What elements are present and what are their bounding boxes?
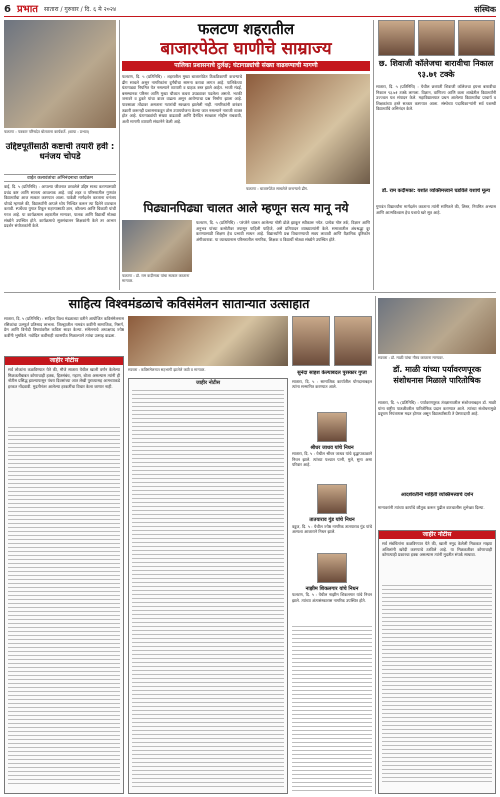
poet-portrait xyxy=(334,316,372,366)
award-photo xyxy=(378,298,496,354)
newspaper-logo: प्रभात xyxy=(16,3,38,15)
garbage-photo xyxy=(246,74,370,184)
photo-caption-left: फलटण : पत्रकार परिषदेत बोलताना कार्यकर्ते. (छाया : प्रभात) xyxy=(4,129,90,134)
right-mid-sub-title: आदर्शवतीनी माहिती व्यक्तिमत्त्वाचे दर्शन xyxy=(400,492,474,498)
obituary-portrait xyxy=(317,484,347,514)
public-notice-center xyxy=(128,378,288,794)
main-body: फलटण, दि. ५ (प्रतिनिधि) : शहरातील मुख्य बाजारपेठेत ठिकठिकाणी कचऱ्याचे ढीग साचले असून नागरिकांना दुर्गंधीचा सामना करावा लागत आहे. पालिकेच्या घंटागाड्या नियमित येत नसल्याने व्यापारी व ग्राहक त्रस्त झाले आहेत. भाजी मंडई, बसस्थानक परिसर आणि मुख्य चौकात कचरा उघड्यावर पडलेला असतो. भटकी जनावरे व डुकरे यांचा वावर वाढला असून आरोग्याचा प्रश्न निर्माण झाला आहे. पावसाळा तोंडावर असताना गटारांची स्वच्छता झालेली नाही. नागरिकांनी वारंवार तक्रारी करूनही प्रशासनाकडून ठोस उपाययोजना केल्या जात नसल्याने नाराजी व्यक्त होत आहे. घंटागाड्यांची संख्या वाढवावी आणि दैनंदिन स्वच्छता मोहीम राबवावी, अशी मागणी व्यापारी संघटनेने केली आहे. xyxy=(122,74,242,124)
article-left-body: वाई, दि. ५ (प्रतिनिधि) : आपल्या जीवनात ठरवलेले उद्दिष्ट साध्य करण्यासाठी प्रचंड कष्ट आणि सातत्य आवश्यक आहे. वाई शहर व परिसरातील गुणवंत विद्यार्थ्यांचा आज सत्कार करण्यात आला. यावेळी मार्गदर्शन करताना धनंजय चोपडे म्हणाले की, विद्यार्थ्यांनी आपले ध्येय निश्चित करून त्या दिशेने वाटचाल करावी. स्पर्धेच्या युगात टिकून राहण्यासाठी ज्ञान, कौशल्य आणि चिकाटी यांची गरज आहे. या कार्यक्रमास शहरातील मान्यवर, पालक आणि विद्यार्थी मोठ्या संख्येने उपस्थित होते. कार्यक्रमाचे सूत्रसंचालन शिक्षकांनी केले तर आभार प्रदर्शन संयोजकांनी केले. xyxy=(4,184,116,229)
obituary-portrait xyxy=(317,553,347,583)
column-divider xyxy=(375,296,376,794)
page-number: 6 xyxy=(4,3,11,15)
right-mid-photo-caption: सातारा : डॉ. माळी यांचा गौरव करताना मान्यवर. xyxy=(378,355,444,360)
public-notice-right xyxy=(378,530,496,794)
headline-left: उद्दिष्टपूर्तीसाठी कष्टाची तयारी हवी : धनंजय चोपडे xyxy=(5,142,115,162)
right-sub-headline: डॉ. राम कदीमका: यशांत व्यक्तिमत्त्वाने घडविले यशाचे मूल्य xyxy=(382,188,490,194)
news-body: वडूज, दि. ५ : येथील ज्येष्ठ नागरिक तातयाराव गुंड यांचे अल्पशा आजाराने निधन झाले. xyxy=(292,523,372,535)
news-body: फलटण, दि. ५ : येथील नाझीम शिकलगार यांचे निधन झाले. त्यांच्या अंत्यसंस्कारास नागरिक उपस्थित होते. xyxy=(292,592,372,603)
public-notice-left xyxy=(4,356,124,794)
poet-portrait xyxy=(292,316,330,366)
middle-headline: पिढ्यानपिढ्या चालत आले म्हणून सत्य मानू नये xyxy=(143,201,349,215)
subheadline-left: वाईत कलावंतांचा अभिनंदनाचा कार्यक्रम xyxy=(4,174,116,182)
main-photo-caption: फलटण : बाजारपेठेत साचलेले कचऱ्याचे ढीग. xyxy=(246,186,309,191)
middle-body: फलटण, दि. ५ (प्रतिनिधि) : परंपरेने चालत आलेल्या गोष्टी डोळे झाकून स्वीकारू नयेत. प्रत्येक गोष्ट तर्क, विज्ञान आणि अनुभव यांच्या कसोटीवर तपासून पाहिली पाहिजे, असे प्रतिपादन व्याख्यात्यांनी केले. समाजातील अंधश्रद्धा दूर करण्यासाठी शिक्षण हेच प्रभावी साधन आहे. विद्यार्थ्यांनी प्रश्न विचारण्याची सवय लावावी आणि वैज्ञानिक दृष्टिकोन अंगीकारावा. या व्याख्यानास परिसरातील नागरिक, शिक्षक व विद्यार्थी मोठ्या संख्येने उपस्थित होते. xyxy=(196,220,370,242)
section-divider xyxy=(4,292,496,293)
news-title: सुनंदा साहश केल्याबदल पुरस्कार गुप्ता xyxy=(297,370,367,376)
news-body: सातारा, दि. ५ : येथील श्रीधर जाधव यांचे वृद्धापकाळाने निधन झाले. त्यांच्या पश्चात पत्नी, मुले, सुना असा परिवार आहे. xyxy=(292,451,372,468)
notice-band: जाहीर नोटीस xyxy=(379,531,495,539)
student-portrait xyxy=(378,20,415,56)
main-kicker: फलटण शहरातील xyxy=(197,20,295,38)
main-subheadline: पालिका प्रशासनाचे दुर्लक्ष; घंटागाड्यांची संख्या वाढवण्याची मागणी xyxy=(122,61,370,71)
student-portrait xyxy=(418,20,455,56)
student-portrait xyxy=(458,20,495,56)
news-title: नाझीम शिकलगार यांचे निधन xyxy=(305,585,359,592)
sahitya-headline: साहित्य विश्वमंडळाचे कविसंमेलन सातान्यात उत्साहात xyxy=(68,296,310,311)
right-sub-body: गुणवंत विद्यार्थ्यांना मार्गदर्शन करताना त्यांनी सांगितले की, शिस्त, नियमित अभ्यास आणि आत्मविश्वास हेच यशाचे खरे सूत्र आहे. xyxy=(376,204,496,215)
college-result-headline: छ. शिवाजी कॉलेजचा बारावीचा निकाल ९३.७१ टक्के xyxy=(378,59,494,79)
news-title: तातयाराव गुंड यांचे निधन xyxy=(309,517,355,523)
short-news-column xyxy=(292,370,372,794)
main-headline: बाजारपेठेत घाणीचे साम्राज्य xyxy=(160,39,332,59)
right-mid-body: सातारा, दि. ५ (प्रतिनिधि) : पर्यावरणपूरक तंत्रज्ञानावरील संशोधनाबद्दल डॉ. माळी यांना राष्ट्रीय पातळीवरील पारितोषिक प्रदान करण्यात आले. त्यांच्या संशोधनामुळे प्रदूषण नियंत्रणास मदत होणार असून विद्यार्थ्यांसाठी ते प्रेरणादायी आहे. xyxy=(378,400,496,417)
right-mid-headline: डॉ. माळी यांच्या पर्यावरणपूरक संशोधनास मिळाले पारितोषिक xyxy=(392,365,482,385)
news-title: श्रीधर जाधव यांचे निधन xyxy=(310,444,354,451)
issue-date: सातारा / गुरुवार / दि. ६ मे २०२४ xyxy=(43,5,117,13)
college-result-body: सातारा, दि. ५ (प्रतिनिधि) : येथील छत्रपती शिवाजी कॉलेजचा इयत्ता बारावीचा निकाल ९३.७१ टक्के लागला. विज्ञान, वाणिज्य आणि कला शाखेतील विद्यार्थ्यांनी उज्ज्वल यश संपादन केले. महाविद्यालयात प्रथम आलेल्या विद्यार्थ्यांचा प्राचार्य व शिक्षकांच्या हस्ते सत्कार करण्यात आला. संस्थेच्या पदाधिकाऱ्यांनी सर्व यशस्वी विद्यार्थ्यांचे अभिनंदन केले. xyxy=(376,84,496,112)
meeting-photo xyxy=(4,20,116,128)
news-body: सातारा, दि. ५ : सामाजिक कार्यातील योगदानाबद्दल त्यांना सन्मानित करण्यात आले. xyxy=(292,378,372,390)
column-divider xyxy=(119,20,120,290)
sahitya-body: सातारा, दि. ५ (प्रतिनिधि) : साहित्य विश्व मंडळाच्या वतीने आयोजित कविसंमेलनास रसिकांचा उत्स्फूर्त प्रतिसाद लाभला. जिल्ह्यातील नामवंत कवींनी सामाजिक, निसर्ग, प्रेम आणि विनोदी विषयांवरील कविता सादर केल्या. संमेलनाचे अध्यक्षपद ज्येष्ठ कवींनी भूषविले. नवोदित कवींनाही व्यासपीठ मिळाल्याने त्यांचा उत्साह वाढला. xyxy=(4,316,124,338)
notice-band: जाहीर नोटीस xyxy=(5,357,123,365)
felicitation-photo xyxy=(122,220,192,272)
page-header xyxy=(4,3,496,17)
section-name: संस्थिक xyxy=(474,4,496,14)
notice-right-body: सर्व संबंधितांना कळविण्यात येते की, खाली नमूद केलेली मिळकत माझ्या अशिलांनी खरेदी करण्याचे ठरविले आहे. या मिळकतीवर कोणाचाही कोणत्याही प्रकारचा हक्क असल्यास त्यांनी मुदतीत संपर्क साधावा. xyxy=(382,541,492,558)
obituary-portrait xyxy=(317,412,347,442)
middle-photo-caption: फलटण : डॉ. राम कदीमका यांचा सत्कार करताना मान्यवर. xyxy=(122,273,190,283)
notice-left-body: सर्व लोकांना कळविण्यात येते की, मौजे सातारा येथील खाली वर्णन केलेल्या मिळकतीबाबत कोणाचाही हक्क, हितसंबंध, गहाण, बोजा असल्यास त्यांनी ही नोटीस प्रसिद्ध झाल्यापासून पंधरा दिवसांच्या आत लेखी पुराव्यासह आमच्याकडे हरकत नोंदवावी. मुदतीनंतर आलेल्या हरकतींचा विचार केला जाणार नाही. xyxy=(8,367,120,389)
sahitya-photo-caption: सातारा : कविसंमेलनात सहभागी झालेले कवी व मान्यवर. xyxy=(128,367,206,372)
column-divider xyxy=(373,20,374,290)
notice-center-title: जाहीर नोटीस xyxy=(195,380,220,386)
right-mid-sub-body: मान्यवरांनी त्यांच्या कार्याचे कौतुक करून पुढील वाटचालीस शुभेच्छा दिल्या. xyxy=(378,505,485,510)
poets-photo xyxy=(128,316,288,366)
